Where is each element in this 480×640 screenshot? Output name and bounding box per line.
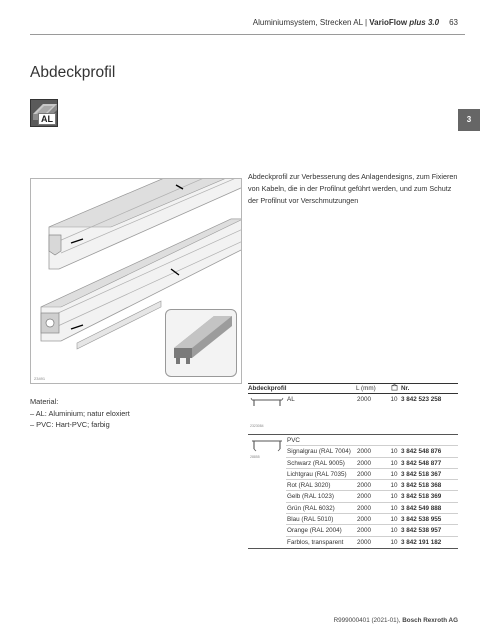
material-info — [30, 396, 130, 431]
cell-length: 2000 — [357, 504, 372, 512]
cell-name: Blau (RAL 5010) — [287, 516, 334, 524]
header-rule — [30, 34, 465, 35]
table-row — [286, 491, 458, 502]
material-heading: Material: — [30, 397, 59, 406]
cell-length: 2000 — [357, 527, 372, 535]
cell-qty: 10 — [390, 448, 398, 456]
cell-length: 2000 — [357, 493, 372, 501]
cell-name: Gelb (RAL 1023) — [287, 493, 335, 501]
header-brand: VarioFlow — [369, 18, 408, 27]
cell-qty: 10 — [390, 396, 398, 403]
cell-nr: 3 842 518 367 — [401, 470, 442, 478]
al-badge-label: AL — [38, 113, 56, 125]
cell-name: Grün (RAL 6032) — [287, 504, 335, 512]
table-row — [286, 446, 458, 457]
al-system-badge — [30, 99, 58, 127]
cell-length: 2000 — [357, 459, 372, 467]
order-table — [248, 383, 458, 549]
cell-nr: 3 842 538 957 — [401, 527, 442, 535]
page-title: Abdeckprofil — [30, 64, 116, 81]
footer-company: Bosch Rexroth AG — [402, 617, 458, 624]
table-row — [286, 480, 458, 491]
cell-nr: 3 842 549 888 — [401, 504, 442, 512]
cell-nr: 3 842 191 182 — [401, 538, 442, 546]
cell-name: Lichtgrau (RAL 7035) — [287, 470, 347, 478]
cover-profile-detail — [165, 309, 237, 377]
cell-qty: 10 — [390, 493, 398, 501]
cell-length: 2000 — [357, 482, 372, 490]
group-pvc — [248, 435, 458, 549]
cell-length: 2000 — [357, 470, 372, 478]
cell-qty: 10 — [390, 482, 398, 490]
cell-length: 2000 — [357, 538, 372, 546]
cell-nr: 3 842 538 955 — [401, 516, 442, 524]
cell-name: Orange (RAL 2004) — [287, 527, 342, 535]
table-header — [248, 383, 458, 394]
al-image-code: 2323084 — [250, 424, 264, 428]
cell-nr: 3 842 523 258 — [401, 396, 442, 403]
running-header — [253, 18, 458, 27]
header-section: Aluminiumsystem, Strecken AL | — [252, 18, 370, 27]
table-row — [286, 514, 458, 525]
cell-name: Farblos, transparent — [287, 538, 344, 546]
group-al — [248, 394, 458, 435]
header-name: Abdeckprofil — [248, 385, 287, 392]
product-description: Abdeckprofil zur Verbesserung des Anlagendesigns, zum Fixieren von Kabeln, die in der Profilnut geführt werden, und zum Schutz der Profilnut vor Verschmutzungen — [248, 172, 458, 205]
table-row — [286, 525, 458, 536]
page-number: 63 — [449, 18, 458, 27]
header-length: L (mm) — [356, 385, 376, 392]
cell-subheading: PVC — [287, 437, 300, 444]
al-profile-icon — [250, 397, 284, 411]
cell-nr: 3 842 548 877 — [401, 459, 442, 467]
header-nr: Nr. — [401, 385, 410, 392]
pvc-profile-thumbnail — [248, 435, 286, 548]
cell-qty: 10 — [390, 459, 398, 467]
table-row — [286, 503, 458, 514]
cell-name: Rot (RAL 3020) — [287, 482, 331, 490]
pvc-profile-icon — [250, 438, 284, 454]
cell-qty: 10 — [390, 504, 398, 512]
al-profile-thumbnail — [248, 394, 286, 434]
material-item-al: – AL: Aluminium; natur eloxiert — [30, 408, 130, 418]
table-subheading — [286, 435, 458, 446]
table-row — [286, 469, 458, 480]
cell-nr: 3 842 518 368 — [401, 482, 442, 490]
cell-nr: 3 842 548 876 — [401, 448, 442, 456]
cell-length: 2000 — [357, 516, 372, 524]
pvc-image-code: 28855 — [250, 455, 260, 459]
package-icon — [387, 384, 401, 393]
footer-doc: R999000401 (2021-01), — [333, 617, 403, 624]
cell-length: 2000 — [357, 396, 372, 403]
cell-name: AL — [287, 396, 295, 403]
cell-qty: 10 — [390, 470, 398, 478]
figure-code: 23491 — [34, 376, 46, 381]
table-row — [286, 394, 458, 405]
header-brand-suffix: plus 3.0 — [409, 18, 440, 27]
cover-profile-closeup — [166, 310, 238, 378]
product-figure — [30, 178, 242, 384]
cell-name: Schwarz (RAL 9005) — [287, 459, 345, 467]
cell-qty: 10 — [390, 538, 398, 546]
page-footer — [334, 617, 458, 624]
table-row — [286, 458, 458, 469]
cell-nr: 3 842 518 369 — [401, 493, 442, 501]
cell-qty: 10 — [390, 516, 398, 524]
cell-length: 2000 — [357, 448, 372, 456]
cell-qty: 10 — [390, 527, 398, 535]
material-item-pvc: – PVC: Hart-PVC; farbig — [30, 420, 110, 429]
chapter-tab[interactable]: 3 — [458, 109, 480, 131]
table-row — [286, 537, 458, 548]
cell-name: Signalgrau (RAL 7004) — [287, 448, 351, 456]
